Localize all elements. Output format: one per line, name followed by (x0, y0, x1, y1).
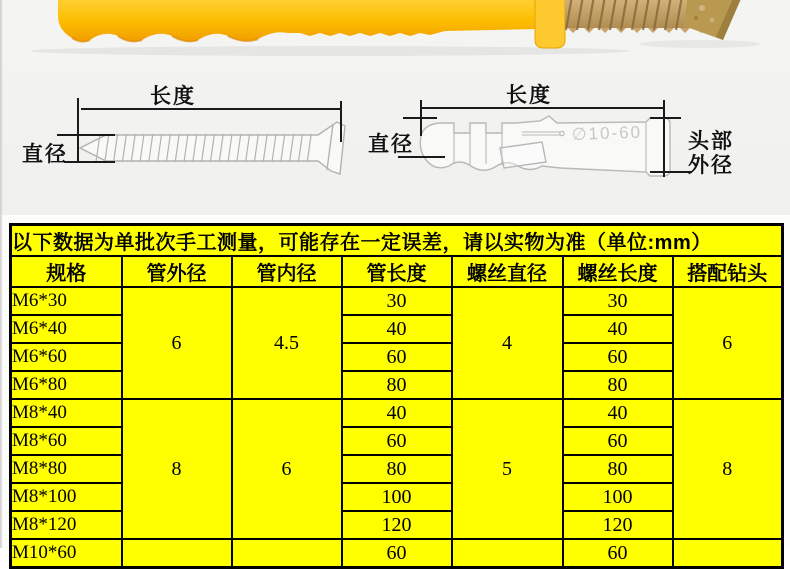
spec-cell: M8*60 (11, 427, 122, 455)
spec-cell: M10*60 (11, 539, 122, 568)
anchor-diameter-label: 直径 (368, 133, 414, 156)
anchor-collar (535, 0, 565, 48)
spec-cell: M8*100 (11, 483, 122, 511)
spec-cell: M6*60 (11, 343, 122, 371)
drill-cell: 8 (673, 399, 783, 539)
column-header-1: 管外径 (122, 256, 232, 287)
screw-length-label: 长度 (150, 85, 196, 108)
table-row (11, 399, 783, 427)
screw-length-cell: 80 (563, 455, 673, 483)
screw-sketch (80, 122, 345, 174)
spec-cell: M8*120 (11, 511, 122, 539)
column-header-4: 螺丝直径 (452, 256, 563, 287)
product-photo-strip (0, 0, 790, 60)
tube-length-cell: 40 (342, 399, 452, 427)
screw-length-cell: 40 (563, 399, 673, 427)
screw-dia-cell: 5 (452, 399, 563, 539)
screw-length-cell: 60 (563, 343, 673, 371)
tube-length-cell: 30 (342, 287, 452, 315)
screw-length-cell: 40 (563, 315, 673, 343)
screw-dia-cell: 4 (452, 287, 563, 399)
table-row (11, 539, 783, 568)
tube-od-cell: 6 (122, 287, 232, 399)
anchor-sketch (420, 116, 670, 176)
screw-head (684, 0, 743, 40)
drill-cell (673, 539, 783, 568)
anchor-length-label: 长度 (506, 84, 552, 107)
drill-cell: 6 (673, 287, 783, 399)
screw-shaft (565, 0, 706, 33)
spec-cell: M8*40 (11, 399, 122, 427)
tube-length-cell: 60 (342, 539, 452, 568)
anchor-head-od-label-line2: 外径 (688, 154, 734, 177)
column-header-2: 管内径 (232, 256, 342, 287)
tube-id-cell (232, 539, 342, 568)
tube-length-cell: 100 (342, 483, 452, 511)
anchor-body (58, 0, 535, 42)
spec-cell: M6*30 (11, 287, 122, 315)
tube-length-cell: 60 (342, 427, 452, 455)
screw-length-cell: 60 (563, 427, 673, 455)
column-header-3: 管长度 (342, 256, 452, 287)
screw-length-cell: 80 (563, 371, 673, 399)
tube-od-cell: 8 (122, 399, 232, 539)
anchor-marking: ∅10-60 (571, 122, 643, 144)
screw-diameter-label: 直径 (22, 143, 68, 166)
tube-length-cell: 60 (342, 343, 452, 371)
page-edge-shading (0, 0, 3, 548)
screw-length-cell: 60 (563, 539, 673, 568)
tube-length-cell: 40 (342, 315, 452, 343)
tube-od-cell (122, 539, 232, 568)
measurement-notice: 以下数据为单批次手工测量，可能存在一定误差，请以实物为准（单位:mm） (11, 225, 783, 257)
dimension-diagrams (0, 60, 790, 215)
tube-length-cell: 120 (342, 511, 452, 539)
screw-length-cell: 30 (563, 287, 673, 315)
spec-cell: M6*40 (11, 315, 122, 343)
anchor-head-od-label-line1: 头部 (688, 130, 734, 153)
tube-id-cell: 6 (232, 399, 342, 539)
column-header-0: 规格 (11, 256, 122, 287)
spec-cell: M8*80 (11, 455, 122, 483)
tube-length-cell: 80 (342, 371, 452, 399)
table-row (11, 287, 783, 315)
screw-dia-cell (452, 539, 563, 568)
column-header-6: 搭配钻头 (673, 256, 783, 287)
spec-cell: M6*80 (11, 371, 122, 399)
screw-length-cell: 100 (563, 483, 673, 511)
tube-id-cell: 4.5 (232, 287, 342, 399)
column-header-5: 螺丝长度 (563, 256, 673, 287)
header-row (11, 256, 783, 287)
screw-length-cell: 120 (563, 511, 673, 539)
notice-row (11, 225, 783, 257)
tube-length-cell: 80 (342, 455, 452, 483)
anchor-screw-photo (0, 0, 790, 60)
spec-table (9, 223, 784, 569)
